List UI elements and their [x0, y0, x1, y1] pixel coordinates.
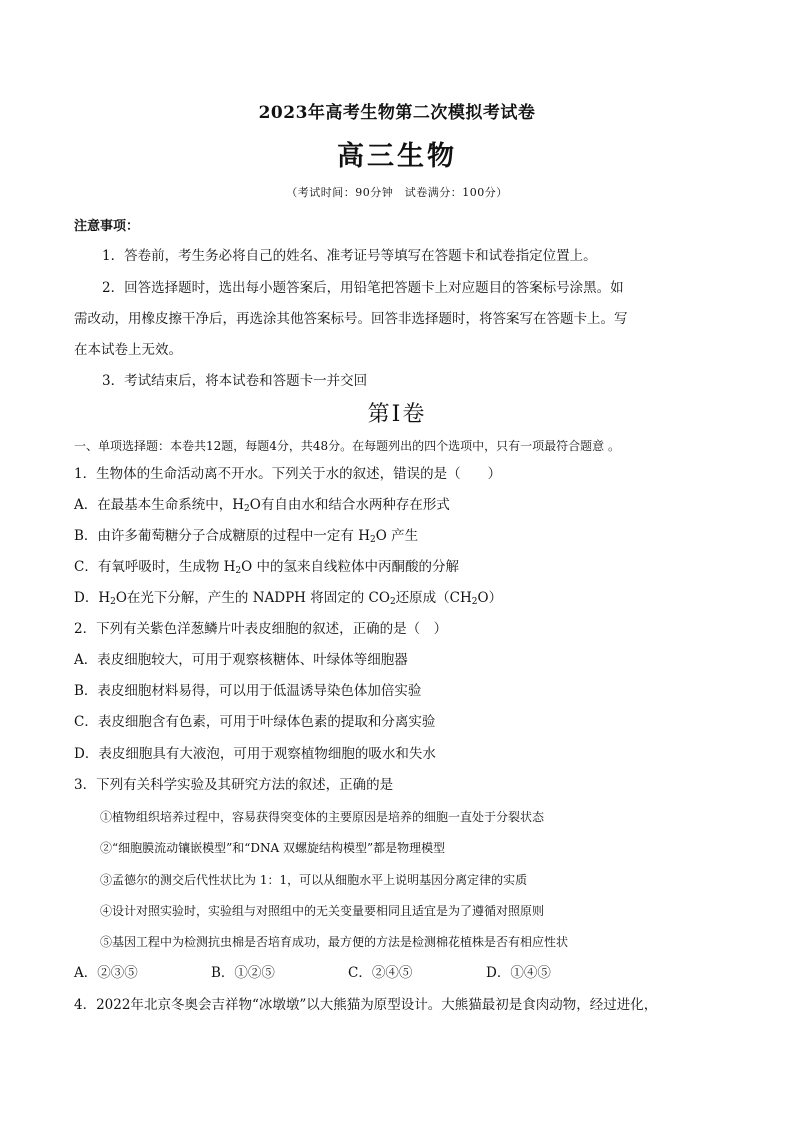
- option-text: C．有氧呼吸时，生成物 H: [74, 559, 236, 575]
- question-2-option-c: C．表皮细胞含有色素，可用于叶绿体色素的提取和分离实验: [74, 714, 436, 730]
- option-text: O）: [477, 590, 503, 606]
- question-2-stem: 2．下列有关紫色洋葱鳞片叶表皮细胞的叙述，正确的是（ ）: [74, 621, 448, 637]
- question-1-option-a: [74, 496, 450, 514]
- notice-heading: 注意事项：: [74, 219, 140, 234]
- subscript: 2: [235, 566, 242, 576]
- question-1-option-d: [74, 589, 502, 607]
- question-3-statement-5: ⑤基因工程中为检测抗虫棉是否培育成功，最方便的方法是检测棉花植株是否有相应性状: [100, 935, 569, 949]
- subscript: 2: [110, 597, 116, 607]
- question-4-stem: 4．2022年北京冬奥会吉祥物“冰墩墩”以大熊猫为原型设计。大熊猫最初是食肉动物，经过进化，: [74, 997, 658, 1013]
- subject-title: 高三生物: [337, 141, 457, 172]
- question-3-option-b: B．①②⑤: [211, 965, 275, 981]
- option-text: 还原成（CH: [395, 590, 472, 606]
- option-text: D．H: [74, 590, 111, 606]
- option-text: O在光下分解，产生的 NADPH 将固定的 CO: [115, 590, 390, 606]
- notice-item-2-line-3: 在本试卷上无效。: [74, 342, 182, 358]
- question-1-option-c: [74, 558, 459, 576]
- option-text: O 中的氢来自线粒体中丙酮酸的分解: [241, 559, 459, 575]
- question-3-option-a: A．②③⑤: [74, 965, 138, 981]
- question-3-statement-1: ①植物组织培养过程中，容易获得突变体的主要原因是培养的细胞一直处于分裂状态: [100, 810, 545, 824]
- option-text: A．在最基本生命系统中，H: [74, 497, 245, 513]
- notice-item-1: 1．答卷前，考生务必将自己的姓名、准考证号等填写在答题卡和试卷指定位置上。: [102, 248, 597, 264]
- notice-item-3: 3．考试结束后，将本试卷和答题卡一并交回: [102, 373, 368, 389]
- question-2-option-b: B．表皮细胞材料易得，可以用于低温诱导染色体加倍实验: [74, 683, 422, 699]
- subscript: 2: [389, 597, 396, 607]
- notice-item-2-line-1: 2．回答选择题时，选出每小题答案后，用铅笔把答题卡上对应题目的答案标号涂黑。如: [102, 280, 624, 296]
- option-text: O 产生: [375, 528, 419, 544]
- subscript: 2: [244, 504, 250, 514]
- question-2-option-d: D．表皮细胞具有大液泡，可用于观察植物细胞的吸水和失水: [74, 746, 436, 762]
- section-instruction: 一、单项选择题：本卷共12题，每题4分，共48分。在每题列出的四个选项中，只有一项最符合题意 。: [74, 439, 620, 453]
- question-3-option-d: D．①④⑤: [486, 965, 551, 981]
- exam-info: （考试时间：90分钟 试卷满分：100分）: [286, 186, 508, 199]
- question-1-stem: 1．生物体的生命活动离不开水。下列关于水的叙述，错误的是（ ）: [74, 466, 502, 482]
- question-3-statement-3: ③孟德尔的测交后代性状比为 1：1，可以从细胞水平上说明基因分离定律的实质: [100, 873, 528, 887]
- question-3-statement-4: ④设计对照实验时，实验组与对照组中的无关变量要相同且适宜是为了遵循对照原则: [100, 904, 545, 918]
- exam-title: 2023年高考生物第二次模拟考试卷: [258, 103, 536, 123]
- subscript: 2: [369, 535, 376, 545]
- notice-item-2-line-2: 需改动，用橡皮擦干净后，再选涂其他答案标号。回答非选择题时，将答案写在答题卡上。写: [74, 311, 628, 327]
- section-title: 第Ⅰ卷: [367, 402, 427, 427]
- subscript: 2: [471, 597, 478, 607]
- option-text: B．由许多葡萄糖分子合成糖原的过程中一定有 H: [74, 528, 370, 544]
- question-3-statement-2: ②“细胞膜流动镶嵌模型”和“DNA 双螺旋结构模型”都是物理模型: [100, 841, 446, 855]
- option-text: O有自由水和结合水两种存在形式: [249, 497, 450, 513]
- question-1-option-b: [74, 527, 418, 545]
- question-2-option-a: A．表皮细胞较大，可用于观察核糖体、叶绿体等细胞器: [74, 652, 408, 668]
- question-3-option-c: C．②④⑤: [348, 965, 413, 981]
- question-3-stem: 3．下列有关科学实验及其研究方法的叙述，正确的是: [74, 777, 394, 793]
